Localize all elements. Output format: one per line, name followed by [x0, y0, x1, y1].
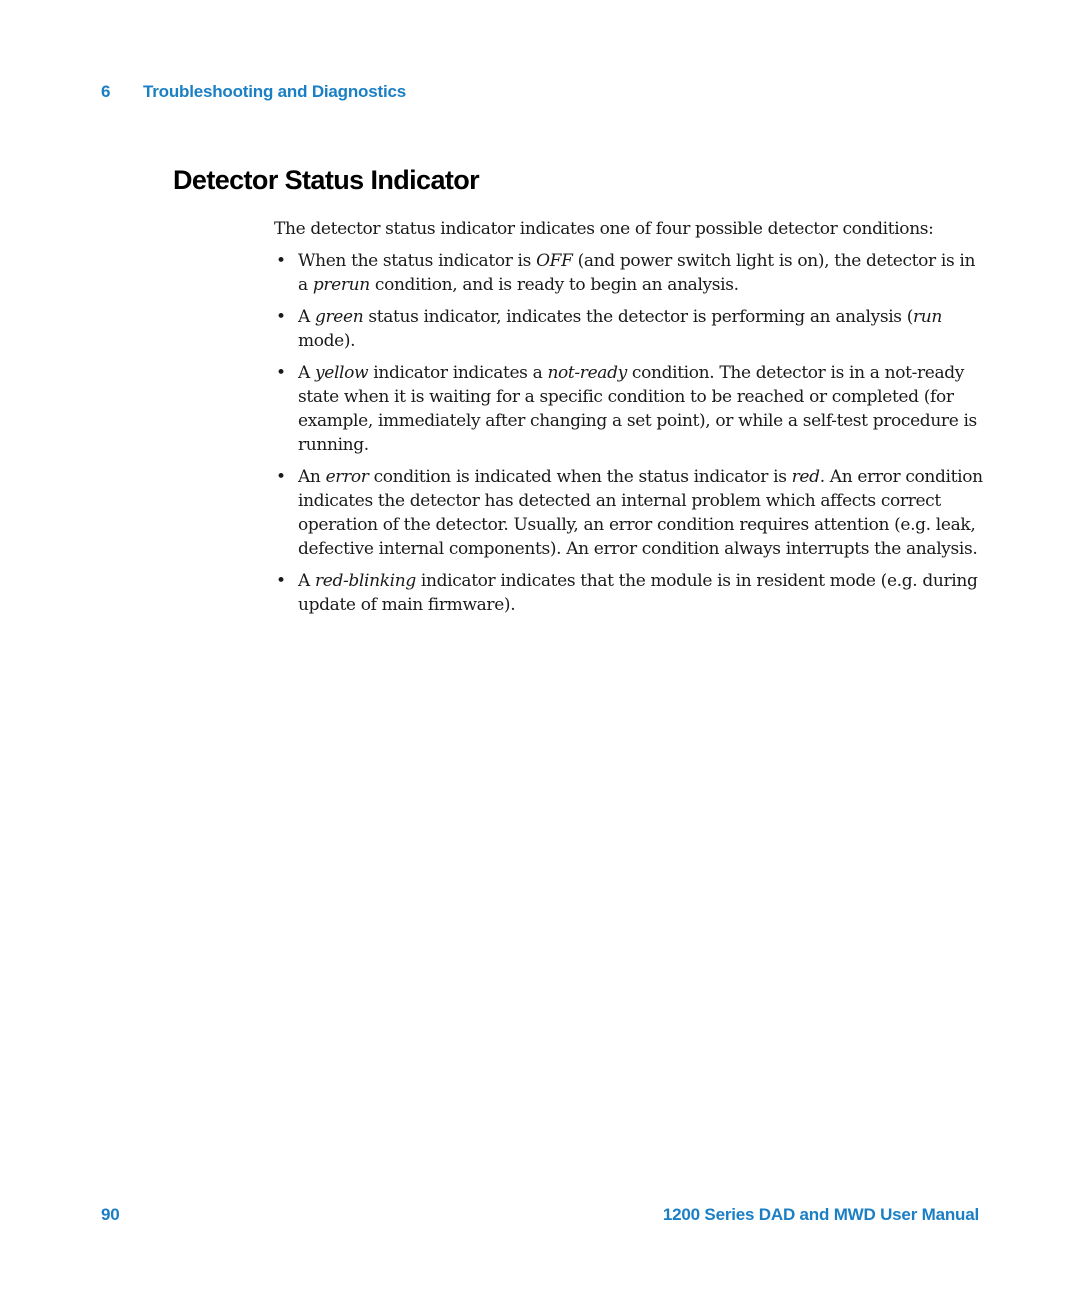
list-item-text: When the status indicator is OFF (and power switch light is on), the detector is in a prerun condition, and is ready to begin an analysis.	[298, 251, 976, 295]
list-item-text: A yellow indicator indicates a not-ready condition. The detector is in a not-ready state when it is waiting for a specific condition to be reached or completed (for example, immediately after changing a set point), or while a self-test procedure is running.	[298, 363, 977, 455]
bullet-glyph: •	[276, 307, 286, 327]
section-title: Detector Status Indicator	[173, 165, 480, 195]
list-item	[274, 249, 986, 297]
running-header	[101, 82, 406, 102]
bullet-glyph: •	[276, 251, 286, 271]
list-item-text: An error condition is indicated when the status indicator is red. An error condition indicates the detector has detected an internal problem which affects correct operation of the detector. Usually, an error condition requires attention (e.g. leak, defective internal components). An error condition always interrupts the analysis.	[298, 467, 983, 559]
condition-list	[274, 249, 986, 617]
list-item-text: A red-blinking indicator indicates that the module is in resident mode (e.g. during update of main firmware).	[298, 571, 978, 615]
chapter-title: Troubleshooting and Diagnostics	[143, 82, 406, 101]
bullet-glyph: •	[276, 363, 286, 383]
list-item	[274, 569, 986, 617]
list-item	[274, 361, 986, 457]
list-item	[274, 305, 986, 353]
list-item	[274, 465, 986, 561]
bullet-glyph: •	[276, 467, 286, 487]
page-number: 90	[101, 1205, 120, 1224]
intro-paragraph: The detector status indicator indicates one of four possible detector conditions:	[274, 219, 934, 239]
bullet-glyph: •	[276, 571, 286, 591]
chapter-number: 6	[101, 82, 111, 101]
section-body	[274, 217, 986, 625]
manual-title: 1200 Series DAD and MWD User Manual	[662, 1205, 979, 1224]
list-item-text: A green status indicator, indicates the detector is performing an analysis (run mode).	[298, 307, 942, 351]
